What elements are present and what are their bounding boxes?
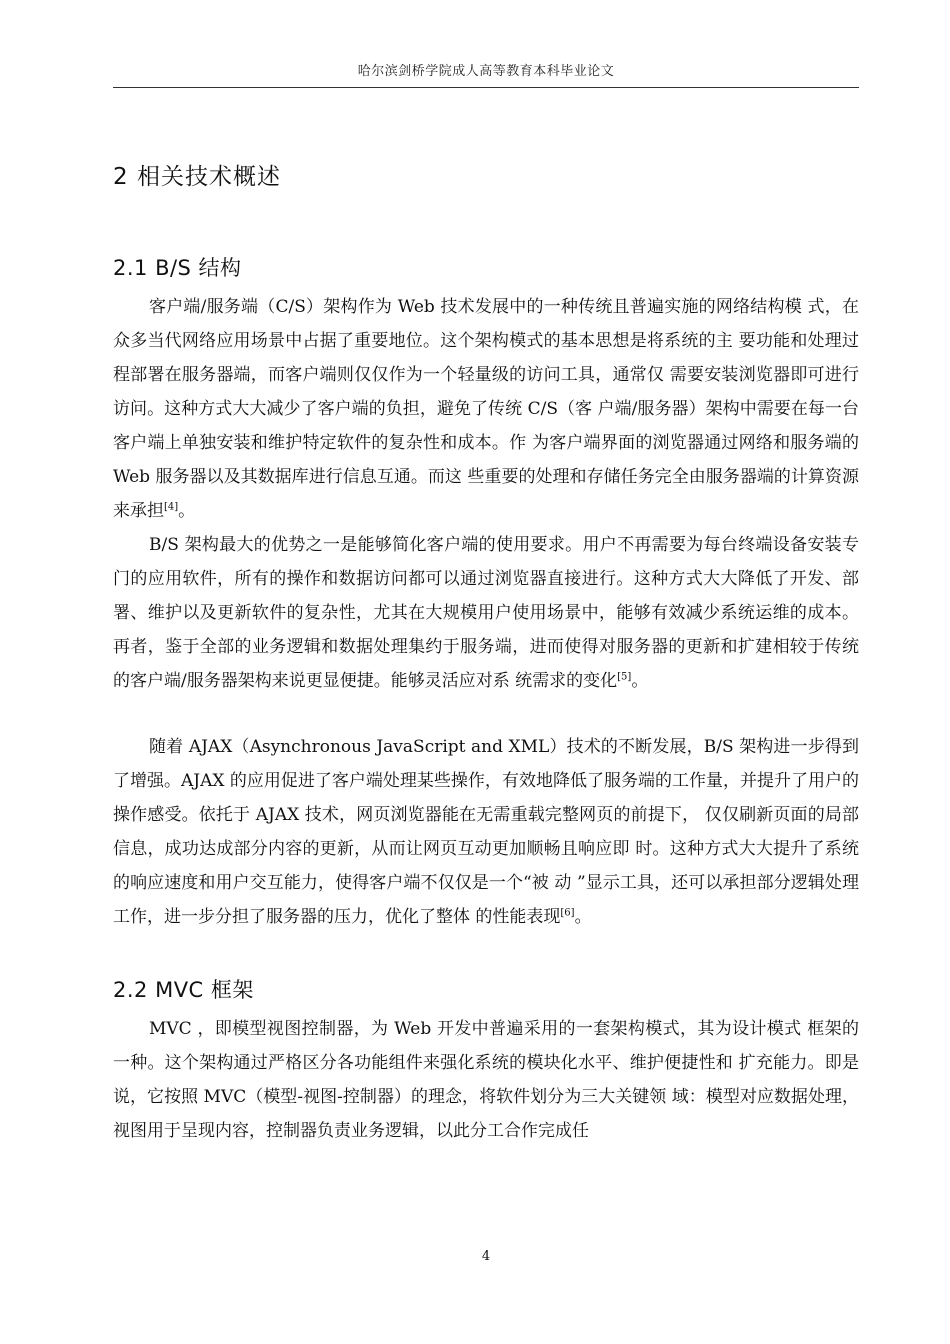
chapter-title: 2 相关技术概述 (113, 164, 281, 190)
section-title-2-1: 2.1 B/S 结构 (113, 256, 242, 280)
paragraph-text: MVC ，即模型视图控制器，为 Web 开发中普遍采用的一套架构模式，其为设计模式 框架的一种。这个架构通过严格区分各功能组件来强化系统的模块化水平、维护便捷性和 扩充能力。即是说，它按照 MVC（模型-视图-控制器）的理念，将软件划分为三大关键领 域：模型对应数据处理，视图用于呈现内容，控制器负责业务逻辑，以此分工合作完成任 (113, 1019, 859, 1141)
paragraph-text: B/S 架构最大的优势之一是能够简化客户端的使用要求。用户不再需要为每台终端设备安装专门的应用软件，所有的操作和数据访问都可以通过浏览器直接进行。这种方式大大降低了开发、部署、维护以及更新软件的复杂性，尤其在大规模用户使用场景中，能够有效减少系统运维的成本。再者，鉴于全部的业务逻辑和数据处理集约于服务端，进而使得对服务器的更新和扩建相较于传统的客户端/服务器架构来说更显便捷。能够灵活应对系 统需求的变化 (113, 535, 859, 691)
paragraph-4 (113, 1012, 859, 1148)
citation-ref: [6] (560, 907, 575, 919)
paragraph-3 (113, 730, 859, 934)
citation-ref: [4] (164, 501, 179, 513)
paragraph-end: 。 (574, 907, 592, 927)
paragraph-end: 。 (631, 671, 649, 691)
section-title-2-2: 2.2 MVC 框架 (113, 978, 254, 1002)
paragraph-1 (113, 290, 859, 528)
running-header: 哈尔滨剑桥学院成人高等教育本科毕业论文 (357, 64, 615, 79)
header-divider (113, 87, 859, 88)
paragraph-end: 。 (178, 501, 196, 521)
citation-ref: [5] (617, 671, 632, 683)
paragraph-text: 客户端/服务端（C/S）架构作为 Web 技术发展中的一种传统且普遍实施的网络结构模 式，在众多当代网络应用场景中占据了重要地位。这个架构模式的基本思想是将系统的主 要功能和处理过程部署在服务器端，而客户端则仅仅作为一个轻量级的访问工具，通常仅 需要安装浏览器即可进行访问。这种方式大大减少了客户端的负担，避免了传统 C/S（客 户端/服务器）架构中需要在每一台客户端上单独安装和维护特定软件的复杂性和成本。作 为客户端界面的浏览器通过网络和服务端的 Web 服务器以及其数据库进行信息互通。而这 些重要的处理和存储任务完全由服务器端的计算资源来承担 (113, 297, 859, 521)
paragraph-text: 随着 AJAX（Asynchronous JavaScript and XML）技术的不断发展，B/S 架构进一步得到了增强。AJAX 的应用促进了客户端处理某些操作，有效地降低了服务端的工作量，并提升了用户的操作感受。依托于 AJAX 技术，网页浏览器能在无需重载完整网页的前提下， 仅仅刷新页面的局部信息，成功达成部分内容的更新，从而让网页互动更加顺畅且响应即 时。这种方式大大提升了系统的响应速度和用户交互能力，使得客户端不仅仅是一个“被 动 ”显示工具，还可以承担部分逻辑处理工作，进一步分担了服务器的压力，优化了整体 的性能表现 (113, 737, 859, 927)
page-number: 4 (481, 1249, 491, 1264)
paragraph-2 (113, 528, 859, 698)
